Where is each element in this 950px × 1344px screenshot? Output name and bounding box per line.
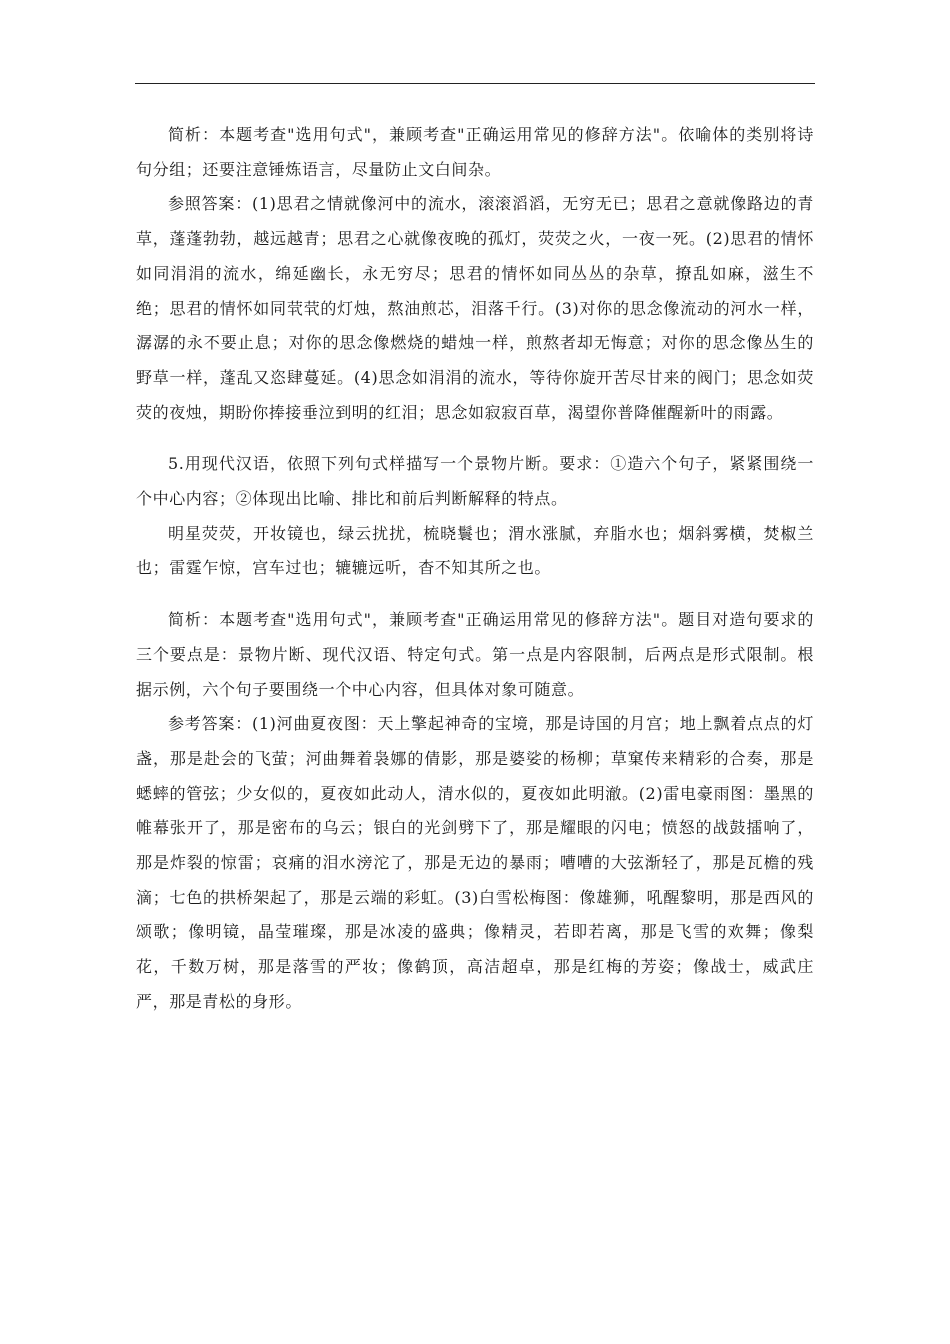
analysis-paragraph-1: 简析：本题考查"选用句式"，兼顾考查"正确运用常见的修辞方法"。依喻体的类别将诗句分组；还要注意锤炼语言，尽量防止文白间杂。 — [136, 125, 814, 179]
header-rule — [135, 83, 815, 84]
answer-paragraph-1: 参照答案：(1)思君之情就像河中的流水，滚滚滔滔，无穷无已；思君之意就像路边的青草，蓬蓬勃勃，越远越青；思君之心就像夜晚的孤灯，荧荧之火，一夜一死。(2)思君的情怀如同涓涓的流水，绵延幽长，永无穷尽；思君的情怀如同丛丛的杂草，撩乱如麻，滋生不绝；思君的情怀如同茕茕的灯烛，熬油煎芯，泪落千行。(3)对你的思念像流动的河水一样，潺潺的永不要止息；对你的思念像燃烧的蜡烛一样，煎熬者却无悔意；对你的思念像丛生的野草一样，蓬乱又恣肆蔓延。(4)思念如涓涓的流水，等待你旋开苦尽甘来的阀门；思念如荧荧的夜烛，期盼你捧接垂泣到明的红泪；思念如寂寂百草，渴望你普降催醒新叶的雨露。 — [136, 194, 814, 422]
example-sentence-paragraph: 明星荧荧，开妆镜也，绿云扰扰，梳晓鬟也；渭水涨腻，弃脂水也；烟斜雾横，焚椒兰也；雷霆乍惊，宫车过也；辘辘远听，杳不知其所之也。 — [136, 523, 814, 578]
document-body — [136, 118, 814, 1020]
paragraph-gap — [136, 586, 814, 603]
answer-paragraph-2: 参考答案：(1)河曲夏夜图：天上擎起神奇的宝境，那是诗国的月宫；地上飘着点点的灯盏，那是赴会的飞萤；河曲舞着袅娜的倩影，那是婆娑的杨柳；草窠传来精彩的合奏，那是蟋蟀的管弦；少女似的，夏夜如此动人，清水似的，夏夜如此明澈。(2)雷电豪雨图：墨黑的帷幕张开了，那是密布的乌云；银白的光剑劈下了，那是耀眼的闪电；愤怒的战鼓擂响了，那是炸裂的惊雷；哀痛的泪水滂沱了，那是无边的暴雨；嘈嘈的大弦渐轻了，那是瓦檐的残滴；七色的拱桥架起了，那是云端的彩虹。(3)白雪松梅图：像雄狮，吼醒黎明，那是西风的颂歌；像明镜，晶莹璀璨，那是冰凌的盛典；像精灵，若即若离，那是飞雪的欢舞；像梨花，千数万树，那是落雪的严妆；像鹤顶，高洁超卓，那是红梅的芳姿；像战士，威武庄严，那是青松的身形。 — [136, 714, 814, 1011]
analysis-paragraph-2: 简析：本题考查"选用句式"，兼顾考查"正确运用常见的修辞方法"。题目对造句要求的三个要点是：景物片断、现代汉语、特定句式。第一点是内容限制，后两点是形式限制。根据示例，六个句子要围绕一个中心内容，但具体对象可随意。 — [136, 610, 814, 699]
question-5-paragraph: 5.用现代汉语，依照下列句式样描写一个景物片断。要求：①造六个句子，紧紧围绕一个中心内容；②体现出比喻、排比和前后判断解释的特点。 — [136, 454, 814, 509]
paragraph-gap — [136, 430, 814, 447]
